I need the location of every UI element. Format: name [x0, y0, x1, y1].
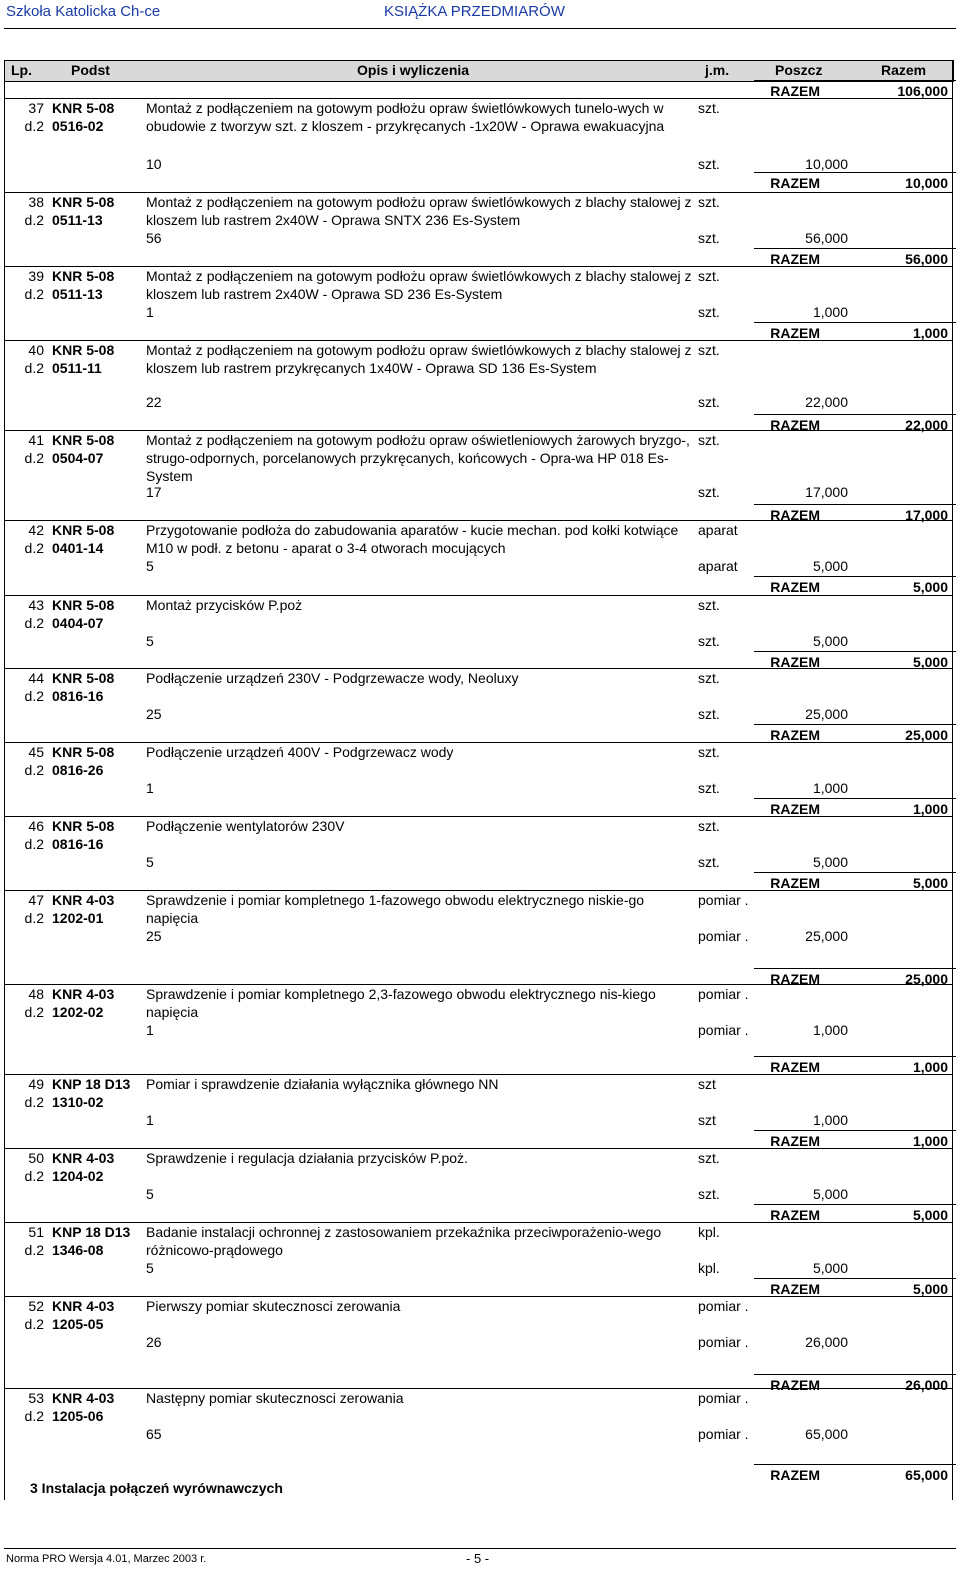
item-description: Montaż z podłączeniem na gotowym podłożu opraw świetlówkowych tunelo-wych w obudowie z tworzyw szt. z kloszem - przykręcanych -1x20W - Oprawa ewakuacyjna [146, 100, 665, 134]
item-quantity-unit: pomiar . [698, 1426, 749, 1442]
item-quantity: 1 [146, 1112, 154, 1128]
table-row [4, 1148, 952, 1224]
item-number: 48 d.2 [24, 986, 44, 1020]
table-header [4, 60, 954, 82]
total-label: RAZEM [770, 251, 820, 267]
item-partial-value: 26,000 [805, 1334, 848, 1350]
total-row [4, 1056, 952, 1076]
item-description: Następny pomiar skutecznosci zerowania [146, 1390, 404, 1406]
item-description: Sprawdzenie i pomiar kompletnego 2,3-fazowego obwodu elektrycznego nis-kiego napięcia [146, 986, 656, 1020]
section-title: 3 Instalacja połączeń wyrównawczych [30, 1480, 283, 1496]
total-value: 26,000 [905, 1377, 948, 1393]
total-row [4, 1204, 952, 1224]
item-partial-value: 1,000 [812, 1112, 848, 1128]
table-row [4, 816, 952, 892]
total-label: RAZEM [770, 1281, 820, 1297]
item-number: 52 d.2 [24, 1298, 44, 1332]
item-number: 53 d.2 [24, 1390, 44, 1424]
item-basis: KNR 5-08 0504-07 [52, 432, 115, 466]
total-label: RAZEM [770, 175, 820, 191]
item-number: 51 d.2 [24, 1224, 44, 1258]
total-row [4, 322, 952, 342]
item-partial-value: 1,000 [812, 780, 848, 796]
item-partial-value: 22,000 [805, 394, 848, 410]
item-partial-value: 65,000 [805, 1426, 848, 1442]
table-row [4, 430, 952, 524]
table-row [4, 1388, 952, 1484]
item-quantity-unit: szt. [698, 156, 720, 172]
item-quantity-unit: kpl. [698, 1260, 720, 1276]
item-number: 37 d.2 [24, 100, 44, 134]
total-row [4, 1130, 952, 1150]
item-quantity-unit: pomiar . [698, 928, 749, 944]
total-value: 5,000 [912, 579, 948, 595]
table-row [4, 1074, 952, 1150]
table-row [4, 520, 952, 596]
item-quantity-unit: szt. [698, 633, 720, 649]
item-basis: KNR 4-03 1204-02 [52, 1150, 115, 1184]
item-number: 43 d.2 [24, 597, 44, 631]
item-unit: kpl. [698, 1224, 720, 1240]
total-label: RAZEM [770, 1207, 820, 1223]
total-value: 106,000 [897, 83, 948, 99]
item-number: 39 d.2 [24, 268, 44, 302]
item-partial-value: 5,000 [812, 1186, 848, 1202]
item-quantity: 5 [146, 633, 154, 649]
item-unit: szt. [698, 818, 720, 834]
item-description: Sprawdzenie i regulacja działania przycisków P.poż. [146, 1150, 468, 1166]
item-description: Podłączenie urządzeń 400V - Podgrzewacz wody [146, 744, 454, 760]
total-value: 1,000 [912, 1059, 948, 1075]
item-basis: KNR 5-08 0401-14 [52, 522, 115, 556]
item-quantity: 10 [146, 156, 162, 172]
item-unit: szt [698, 1076, 716, 1092]
total-label: RAZEM [770, 1059, 820, 1075]
item-unit: pomiar . [698, 892, 749, 908]
table-row [4, 984, 952, 1076]
table-border [952, 60, 953, 1500]
total-value: 17,000 [905, 507, 948, 523]
document-title: KSIĄŻKA PRZEDMIARÓW [384, 3, 565, 20]
item-unit: szt. [698, 100, 720, 116]
item-description: Podłączenie urządzeń 230V - Podgrzewacze wody, Neoluxy [146, 670, 519, 686]
item-unit: aparat [698, 522, 738, 538]
item-description: Podłączenie wentylatorów 230V [146, 818, 345, 834]
total-label: RAZEM [770, 1133, 820, 1149]
total-row [4, 724, 952, 744]
footer-divider [4, 1548, 956, 1549]
item-partial-value: 5,000 [812, 558, 848, 574]
total-value: 25,000 [905, 971, 948, 987]
col-razem: Razem [881, 62, 927, 78]
item-unit: pomiar . [698, 1298, 749, 1314]
total-label: RAZEM [770, 654, 820, 670]
total-value: 56,000 [905, 251, 948, 267]
col-lp: Lp. [11, 62, 32, 78]
total-label: RAZEM [770, 1467, 820, 1483]
item-description: Montaż z podłączeniem na gotowym podłożu opraw świetlówkowych z blachy stalowej z kloszem lub rastrem 2x40W - Oprawa SD 236 Es-System [146, 268, 692, 302]
total-row [4, 872, 952, 892]
item-quantity: 25 [146, 706, 162, 722]
item-basis: KNR 5-08 0516-02 [52, 100, 115, 134]
total-label: RAZEM [770, 801, 820, 817]
table-row [4, 890, 952, 988]
total-value: 22,000 [905, 417, 948, 433]
item-quantity: 65 [146, 1426, 162, 1442]
item-quantity: 25 [146, 928, 162, 944]
item-basis: KNR 4-03 1205-06 [52, 1390, 115, 1424]
item-partial-value: 5,000 [812, 633, 848, 649]
table-row [4, 668, 952, 744]
item-number: 50 d.2 [24, 1150, 44, 1184]
item-quantity: 5 [146, 1186, 154, 1202]
item-partial-value: 56,000 [805, 230, 848, 246]
item-number: 49 d.2 [24, 1076, 44, 1110]
total-row [4, 248, 952, 268]
item-unit: szt. [698, 342, 720, 358]
total-label: RAZEM [770, 971, 820, 987]
table-row [4, 98, 952, 192]
item-quantity-unit: szt. [698, 394, 720, 410]
item-partial-value: 5,000 [812, 1260, 848, 1276]
total-label: RAZEM [770, 507, 820, 523]
item-quantity-unit: szt. [698, 854, 720, 870]
item-unit: szt. [698, 194, 720, 210]
item-basis: KNR 4-03 1202-02 [52, 986, 115, 1020]
item-quantity-unit: szt. [698, 230, 720, 246]
school-name: Szkoła Katolicka Ch-ce [6, 3, 161, 20]
table-row [4, 192, 952, 268]
total-label: RAZEM [770, 1377, 820, 1393]
item-unit: szt. [698, 432, 720, 448]
total-value: 5,000 [912, 1207, 948, 1223]
item-basis: KNR 5-08 0816-26 [52, 744, 115, 778]
item-number: 45 d.2 [24, 744, 44, 778]
item-quantity: 26 [146, 1334, 162, 1350]
item-partial-value: 25,000 [805, 928, 848, 944]
table-row [4, 1296, 952, 1394]
item-basis: KNP 18 D13 1310-02 [52, 1076, 131, 1110]
item-unit: szt. [698, 597, 720, 613]
item-quantity: 56 [146, 230, 162, 246]
item-quantity: 1 [146, 1022, 154, 1038]
item-partial-value: 17,000 [805, 484, 848, 500]
total-value: 65,000 [905, 1467, 948, 1483]
item-quantity: 5 [146, 558, 154, 574]
table-row [4, 1222, 952, 1298]
first-total-row [4, 80, 952, 100]
table-border [4, 60, 5, 1500]
item-unit: pomiar . [698, 986, 749, 1002]
item-description: Badanie instalacji ochronnej z zastosowaniem przekaźnika przeciwporażenio-wego różnicowo-prądowego [146, 1224, 662, 1258]
item-number: 46 d.2 [24, 818, 44, 852]
item-unit: pomiar . [698, 1390, 749, 1406]
item-quantity: 1 [146, 304, 154, 320]
total-value: 1,000 [912, 801, 948, 817]
item-quantity-unit: szt. [698, 304, 720, 320]
item-basis: KNR 4-03 1205-05 [52, 1298, 115, 1332]
col-podst: Podst [71, 62, 110, 78]
total-row [4, 798, 952, 818]
total-row [4, 172, 952, 192]
col-opis: Opis i wyliczenia [357, 62, 470, 78]
item-quantity: 22 [146, 394, 162, 410]
item-basis: KNR 5-08 0511-13 [52, 194, 115, 228]
item-basis: KNR 5-08 0816-16 [52, 818, 115, 852]
item-number: 38 d.2 [24, 194, 44, 228]
item-description: Sprawdzenie i pomiar kompletnego 1-fazowego obwodu elektrycznego niskie-go napięcia [146, 892, 645, 926]
item-partial-value: 10,000 [805, 156, 848, 172]
total-value: 1,000 [912, 1133, 948, 1149]
total-label: RAZEM [770, 579, 820, 595]
total-value: 5,000 [912, 1281, 948, 1297]
page-number: - 5 - [466, 1551, 490, 1566]
item-quantity: 5 [146, 854, 154, 870]
item-quantity-unit: aparat [698, 558, 738, 574]
item-basis: KNR 4-03 1202-01 [52, 892, 115, 926]
col-poszcz: Poszcz [775, 62, 823, 78]
item-basis: KNR 5-08 0816-16 [52, 670, 115, 704]
item-quantity-unit: szt. [698, 780, 720, 796]
item-description: Montaż z podłączeniem na gotowym podłożu opraw świetlówkowych z blachy stalowej z kloszem lub rastrem przykręcanych 1x40W - Oprawa SD 136 Es-System [146, 342, 692, 376]
item-unit: szt. [698, 1150, 720, 1166]
item-quantity-unit: pomiar . [698, 1022, 749, 1038]
total-row [4, 1278, 952, 1298]
item-description: Przygotowanie podłoża do zabudowania aparatów - kucie mechan. pod kołki kotwiące M10 w podł. z betonu - aparat o 3-4 otworach mocujących [146, 522, 679, 556]
item-description: Montaż z podłączeniem na gotowym podłożu opraw oświetleniowych żarowych bryzgo-, strugo-odpornych, porcelanowych przykręcanych, końcowych - Opra-wa HP 018 Es-System [146, 432, 690, 484]
item-number: 40 d.2 [24, 342, 44, 376]
table-row [4, 340, 952, 434]
item-quantity-unit: szt. [698, 484, 720, 500]
header-divider [4, 28, 956, 29]
total-row [4, 576, 952, 596]
item-partial-value: 5,000 [812, 854, 848, 870]
total-label: RAZEM [770, 325, 820, 341]
table-row [4, 266, 952, 342]
item-partial-value: 25,000 [805, 706, 848, 722]
item-quantity-unit: pomiar . [698, 1334, 749, 1350]
item-number: 42 d.2 [24, 522, 44, 556]
item-description: Pomiar i sprawdzenie działania wyłącznika głównego NN [146, 1076, 499, 1092]
item-description: Pierwszy pomiar skutecznosci zerowania [146, 1298, 401, 1314]
total-label: RAZEM [770, 875, 820, 891]
total-label: RAZEM [770, 83, 820, 99]
item-number: 47 d.2 [24, 892, 44, 926]
total-label: RAZEM [770, 417, 820, 433]
total-label: RAZEM [770, 727, 820, 743]
total-value: 1,000 [912, 325, 948, 341]
item-quantity: 5 [146, 1260, 154, 1276]
item-quantity-unit: szt [698, 1112, 716, 1128]
item-basis: KNR 5-08 0511-11 [52, 342, 115, 376]
table-row [4, 595, 952, 671]
item-quantity-unit: szt. [698, 706, 720, 722]
total-value: 25,000 [905, 727, 948, 743]
item-quantity: 1 [146, 780, 154, 796]
col-jm: j.m. [705, 62, 730, 78]
item-description: Montaż z podłączeniem na gotowym podłożu opraw świetlówkowych z blachy stalowej z kloszem lub rastrem 2x40W - Oprawa SNTX 236 Es-System [146, 194, 692, 228]
item-unit: szt. [698, 744, 720, 760]
item-quantity-unit: szt. [698, 1186, 720, 1202]
item-unit: szt. [698, 268, 720, 284]
item-unit: szt. [698, 670, 720, 686]
total-value: 5,000 [912, 875, 948, 891]
item-number: 44 d.2 [24, 670, 44, 704]
item-basis: KNR 5-08 0404-07 [52, 597, 115, 631]
item-basis: KNR 5-08 0511-13 [52, 268, 115, 302]
item-description: Montaż przycisków P.poż [146, 597, 303, 613]
total-value: 10,000 [905, 175, 948, 191]
item-quantity: 17 [146, 484, 162, 500]
table-row [4, 742, 952, 818]
item-number: 41 d.2 [24, 432, 44, 466]
footer-version: Norma PRO Wersja 4.01, Marzec 2003 r. [6, 1553, 207, 1565]
item-partial-value: 1,000 [812, 304, 848, 320]
item-partial-value: 1,000 [812, 1022, 848, 1038]
total-value: 5,000 [912, 654, 948, 670]
item-basis: KNP 18 D13 1346-08 [52, 1224, 131, 1258]
